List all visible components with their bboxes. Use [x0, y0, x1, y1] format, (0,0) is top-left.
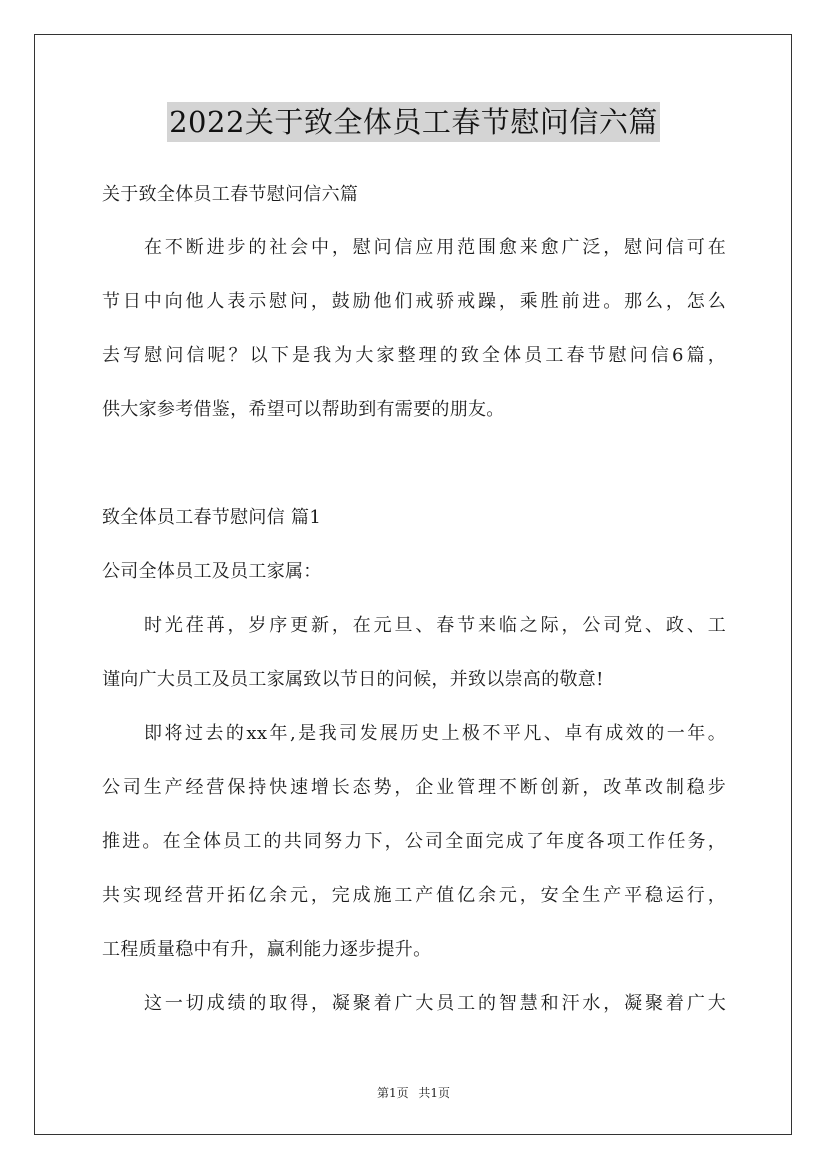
- body-line: 即将过去的xx年,是我司发展历史上极不平凡、卓有成效的一年。: [144, 723, 726, 744]
- title-container: [0, 102, 827, 142]
- page-footer: [0, 1085, 827, 1101]
- body-line: 谨向广大员工及员工家属致以节日的问候，并致以崇高的敬意!: [102, 669, 604, 690]
- document-subtitle: 关于致全体员工春节慰问信六篇: [102, 184, 359, 205]
- body-line: 共实现经营开拓亿余元，完成施工产值亿余元，安全生产平稳运行，: [102, 885, 726, 906]
- intro-line: 节日中向他人表示慰问，鼓励他们戒骄戒躁，乘胜前进。那么，怎么: [102, 291, 726, 312]
- salutation: 公司全体员工及员工家属：: [102, 561, 322, 582]
- intro-line: 在不断进步的社会中，慰问信应用范围愈来愈广泛，慰问信可在: [144, 237, 726, 258]
- body-line: 工程质量稳中有升，赢利能力逐步提升。: [102, 939, 432, 960]
- body-line: 时光荏苒，岁序更新，在元旦、春节来临之际，公司党、政、工: [144, 615, 726, 636]
- body-line: 这一切成绩的取得，凝聚着广大员工的智慧和汗水，凝聚着广大: [144, 993, 726, 1014]
- body-line: 公司生产经营保持快速增长态势，企业管理不断创新，改革改制稳步: [102, 777, 726, 798]
- body-line: 推进。在全体员工的共同努力下，公司全面完成了年度各项工作任务，: [102, 831, 726, 852]
- page-number-total: 共1页: [418, 1086, 451, 1100]
- intro-line: 供大家参考借鉴，希望可以帮助到有需要的朋友。: [102, 399, 505, 420]
- intro-line: 去写慰问信呢？以下是我为大家整理的致全体员工春节慰问信6篇，: [102, 345, 726, 366]
- document-title: 2022关于致全体员工春节慰问信六篇: [167, 102, 660, 142]
- section-heading: 致全体员工春节慰问信 篇1: [102, 507, 322, 528]
- page-number-current: 第1页: [376, 1086, 409, 1100]
